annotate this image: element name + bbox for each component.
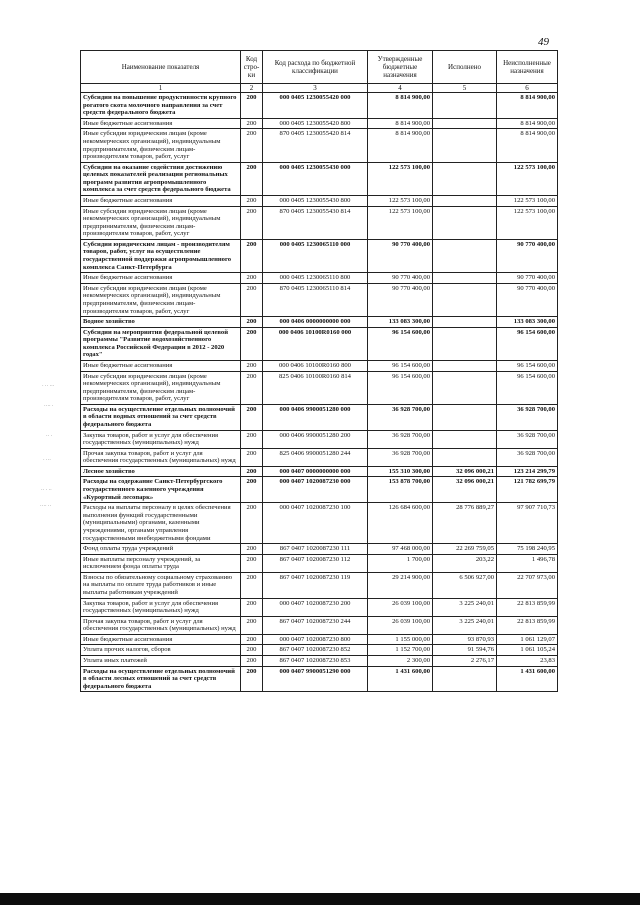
cell-unexecuted: 1 061 105,24 <box>497 645 558 656</box>
cell-unexecuted: 90 770 400,00 <box>497 283 558 316</box>
table-row <box>81 666 558 692</box>
cell-unexecuted: 121 782 699,79 <box>497 477 558 503</box>
cell-approved: 96 154 600,00 <box>368 360 433 371</box>
cell-executed <box>433 317 497 328</box>
cell-executed: 32 096 000,21 <box>433 477 497 503</box>
cell-executed <box>433 327 497 360</box>
cell-executed: 22 269 759,05 <box>433 544 497 555</box>
cell-approved: 122 573 100,00 <box>368 206 433 239</box>
cell-approved: 8 814 900,00 <box>368 93 433 119</box>
table-row <box>81 554 558 572</box>
header-line-code: Код стро-ки <box>241 51 263 84</box>
cell-budget-code: 825 0406 10100R0160 814 <box>263 371 368 404</box>
cell-executed <box>433 448 497 466</box>
cell-unexecuted: 122 573 100,00 <box>497 162 558 195</box>
cell-indicator-name: Субсидии на мероприятия федеральной целевой программы "Развитие водохозяйственного комплекса Российской Федерации в 2012 - 2020 годах" <box>81 327 241 360</box>
cell-budget-code: 000 0407 0000000000 000 <box>263 466 368 477</box>
scan-margin-mark: ···· · <box>44 404 54 409</box>
header-unexecuted: Неисполненные назначения <box>497 51 558 84</box>
cell-executed: 91 594,76 <box>433 645 497 656</box>
cell-unexecuted: 8 814 900,00 <box>497 129 558 162</box>
cell-line-code: 200 <box>241 645 263 656</box>
cell-indicator-name: Иные бюджетные ассигнования <box>81 360 241 371</box>
cell-unexecuted: 96 154 600,00 <box>497 371 558 404</box>
cell-indicator-name: Водное хозяйство <box>81 317 241 328</box>
cell-budget-code: 870 0405 1230055420 814 <box>263 129 368 162</box>
table-row <box>81 317 558 328</box>
table-row <box>81 206 558 239</box>
table-row <box>81 371 558 404</box>
cell-approved: 1 700,00 <box>368 554 433 572</box>
cell-indicator-name: Уплата иных платежей <box>81 656 241 667</box>
cell-approved: 29 214 900,00 <box>368 572 433 598</box>
column-number: 6 <box>497 84 558 93</box>
cell-budget-code: 000 0405 1230065110 800 <box>263 273 368 284</box>
cell-unexecuted: 36 928 700,00 <box>497 448 558 466</box>
cell-budget-code: 867 0407 1020087230 119 <box>263 572 368 598</box>
table-row <box>81 162 558 195</box>
table-header-row <box>81 51 558 84</box>
cell-line-code: 200 <box>241 195 263 206</box>
cell-budget-code: 867 0407 1020087230 111 <box>263 544 368 555</box>
table-row <box>81 327 558 360</box>
cell-budget-code: 000 0407 1020087230 100 <box>263 503 368 544</box>
table-row <box>81 195 558 206</box>
cell-executed <box>433 430 497 448</box>
cell-budget-code: 000 0406 10100R0160 000 <box>263 327 368 360</box>
cell-executed <box>433 195 497 206</box>
cell-budget-code: 000 0406 9900051280 000 <box>263 404 368 430</box>
cell-budget-code: 000 0407 1020087230 800 <box>263 634 368 645</box>
cell-line-code: 200 <box>241 360 263 371</box>
cell-line-code: 200 <box>241 466 263 477</box>
cell-indicator-name: Иные субсидии юридическим лицам (кроме некоммерческих организаций), индивидуальным предпринимателям, физическим лицам-производителям товаров, работ, услуг <box>81 283 241 316</box>
cell-indicator-name: Субсидии юридическим лицам - производителям товаров, работ, услуг на осуществление государственной поддержки агропромышленного комплекса Санкт-Петербурга <box>81 239 241 272</box>
cell-budget-code: 000 0405 1230055420 000 <box>263 93 368 119</box>
cell-indicator-name: Взносы по обязательному социальному страхованию на выплаты по оплате труда работников и иные выплаты работникам учреждений <box>81 572 241 598</box>
cell-unexecuted: 36 928 700,00 <box>497 404 558 430</box>
cell-approved: 122 573 100,00 <box>368 162 433 195</box>
cell-approved: 36 928 700,00 <box>368 404 433 430</box>
scan-bottom-edge <box>0 893 640 905</box>
cell-executed <box>433 273 497 284</box>
table-row <box>81 466 558 477</box>
header-name: Наименование показателя <box>81 51 241 84</box>
cell-executed: 2 276,17 <box>433 656 497 667</box>
cell-approved: 153 878 700,00 <box>368 477 433 503</box>
cell-budget-code: 825 0406 9900051280 244 <box>263 448 368 466</box>
table-row <box>81 118 558 129</box>
cell-executed <box>433 283 497 316</box>
table-row <box>81 544 558 555</box>
table-row <box>81 360 558 371</box>
cell-indicator-name: Лесное хозяйство <box>81 466 241 477</box>
cell-approved: 2 300,00 <box>368 656 433 667</box>
cell-unexecuted: 1 061 129,07 <box>497 634 558 645</box>
cell-indicator-name: Иные бюджетные ассигнования <box>81 195 241 206</box>
cell-executed: 3 225 240,01 <box>433 598 497 616</box>
cell-unexecuted: 97 907 710,73 <box>497 503 558 544</box>
cell-indicator-name: Субсидии на оказание содействия достижению целевых показателей реализации региональных программ развития агропромышленного комплекса за счет средств федерального бюджета <box>81 162 241 195</box>
cell-unexecuted: 96 154 600,00 <box>497 327 558 360</box>
cell-unexecuted: 90 770 400,00 <box>497 273 558 284</box>
table-row <box>81 239 558 272</box>
cell-line-code: 200 <box>241 477 263 503</box>
cell-unexecuted: 133 083 300,00 <box>497 317 558 328</box>
cell-executed <box>433 666 497 692</box>
cell-indicator-name: Иные бюджетные ассигнования <box>81 273 241 284</box>
table-row <box>81 598 558 616</box>
cell-line-code: 200 <box>241 616 263 634</box>
cell-approved: 36 928 700,00 <box>368 430 433 448</box>
cell-line-code: 200 <box>241 544 263 555</box>
cell-executed <box>433 206 497 239</box>
table-row <box>81 129 558 162</box>
cell-budget-code: 870 0405 1230055430 814 <box>263 206 368 239</box>
cell-line-code: 200 <box>241 404 263 430</box>
cell-budget-code: 000 0405 1230065110 000 <box>263 239 368 272</box>
table-row <box>81 616 558 634</box>
cell-budget-code: 000 0405 1230055430 800 <box>263 195 368 206</box>
cell-indicator-name: Расходы на содержание Санкт-Петербургского государственного казенного учреждения «Курортный лесопарк» <box>81 477 241 503</box>
cell-unexecuted: 36 928 700,00 <box>497 430 558 448</box>
cell-approved: 26 039 100,00 <box>368 616 433 634</box>
cell-unexecuted: 23,83 <box>497 656 558 667</box>
cell-approved: 97 468 000,00 <box>368 544 433 555</box>
cell-approved: 1 155 000,00 <box>368 634 433 645</box>
column-number: 3 <box>263 84 368 93</box>
cell-approved: 96 154 600,00 <box>368 371 433 404</box>
cell-executed <box>433 404 497 430</box>
cell-unexecuted: 22 813 859,99 <box>497 598 558 616</box>
cell-approved: 122 573 100,00 <box>368 195 433 206</box>
cell-unexecuted: 1 496,78 <box>497 554 558 572</box>
cell-line-code: 200 <box>241 283 263 316</box>
scan-margin-mark: ·· · ·· <box>41 488 52 493</box>
cell-budget-code: 000 0405 1230055430 000 <box>263 162 368 195</box>
scan-margin-mark: ·· · <box>46 434 53 439</box>
header-executed: Исполнено <box>433 51 497 84</box>
cell-unexecuted: 22 707 973,00 <box>497 572 558 598</box>
column-number: 1 <box>81 84 241 93</box>
cell-budget-code: 867 0407 1020087230 852 <box>263 645 368 656</box>
cell-approved: 155 310 300,00 <box>368 466 433 477</box>
table-row <box>81 503 558 544</box>
cell-indicator-name: Расходы на осуществление отдельных полномочий в области водных отношений за счет средств федерального бюджета <box>81 404 241 430</box>
cell-budget-code: 000 0407 1020087230 200 <box>263 598 368 616</box>
column-number: 5 <box>433 84 497 93</box>
cell-line-code: 200 <box>241 162 263 195</box>
cell-executed: 32 096 000,21 <box>433 466 497 477</box>
cell-indicator-name: Субсидии на повышение продуктивности крупного рогатого скота молочного направления за счет средств федерального бюджета <box>81 93 241 119</box>
scan-margin-mark: · ·· ··· <box>42 384 55 389</box>
cell-indicator-name: Иные субсидии юридическим лицам (кроме некоммерческих организаций), индивидуальным предпринимателям, физическим лицам-производителям товаров, работ, услуг <box>81 371 241 404</box>
cell-line-code: 200 <box>241 129 263 162</box>
cell-line-code: 200 <box>241 656 263 667</box>
cell-indicator-name: Расходы на выплаты персоналу в целях обеспечения выполнения функций государственными (муниципальными) органами, казенными учреждениями, органами управления государственными внебюджетными фондами <box>81 503 241 544</box>
cell-approved: 90 770 400,00 <box>368 273 433 284</box>
cell-indicator-name: Иные выплаты персоналу учреждений, за исключением фонда оплаты труда <box>81 554 241 572</box>
cell-approved: 8 814 900,00 <box>368 118 433 129</box>
column-number: 4 <box>368 84 433 93</box>
cell-approved: 8 814 900,00 <box>368 129 433 162</box>
cell-executed <box>433 162 497 195</box>
cell-budget-code: 000 0406 0000000000 000 <box>263 317 368 328</box>
cell-unexecuted: 122 573 100,00 <box>497 195 558 206</box>
column-number-row <box>81 84 558 93</box>
cell-line-code: 200 <box>241 93 263 119</box>
cell-line-code: 200 <box>241 118 263 129</box>
cell-unexecuted: 96 154 600,00 <box>497 360 558 371</box>
cell-executed: 203,22 <box>433 554 497 572</box>
cell-line-code: 200 <box>241 666 263 692</box>
table-row <box>81 634 558 645</box>
cell-budget-code: 870 0405 1230065110 814 <box>263 283 368 316</box>
cell-executed <box>433 118 497 129</box>
cell-approved: 133 083 300,00 <box>368 317 433 328</box>
cell-approved: 1 431 600,00 <box>368 666 433 692</box>
table-row <box>81 93 558 119</box>
column-number: 2 <box>241 84 263 93</box>
cell-line-code: 200 <box>241 239 263 272</box>
cell-line-code: 200 <box>241 554 263 572</box>
cell-budget-code: 000 0406 9900051280 200 <box>263 430 368 448</box>
cell-line-code: 200 <box>241 206 263 239</box>
cell-approved: 126 684 600,00 <box>368 503 433 544</box>
cell-budget-code: 867 0407 1020087230 244 <box>263 616 368 634</box>
cell-line-code: 200 <box>241 598 263 616</box>
cell-budget-code: 000 0406 10100R0160 800 <box>263 360 368 371</box>
cell-indicator-name: Закупка товаров, работ и услуг для обеспечения государственных (муниципальных) нужд <box>81 598 241 616</box>
table-row <box>81 273 558 284</box>
cell-unexecuted: 8 814 900,00 <box>497 118 558 129</box>
cell-indicator-name: Расходы на осуществление отдельных полномочий в области лесных отношений за счет средств федерального бюджета <box>81 666 241 692</box>
scan-margin-mark: ···· ·· <box>40 504 52 509</box>
cell-line-code: 200 <box>241 273 263 284</box>
cell-approved: 96 154 600,00 <box>368 327 433 360</box>
cell-line-code: 200 <box>241 430 263 448</box>
cell-indicator-name: Иные субсидии юридическим лицам (кроме некоммерческих организаций), индивидуальным предпринимателям, физическим лицам-производителям товаров, работ, услуг <box>81 129 241 162</box>
table-row <box>81 283 558 316</box>
table-row <box>81 448 558 466</box>
budget-table-container <box>80 50 557 692</box>
cell-unexecuted: 22 813 859,99 <box>497 616 558 634</box>
cell-line-code: 200 <box>241 317 263 328</box>
cell-approved: 36 928 700,00 <box>368 448 433 466</box>
scan-margin-mark: · ··· <box>43 458 51 463</box>
cell-unexecuted: 75 198 240,95 <box>497 544 558 555</box>
cell-executed <box>433 93 497 119</box>
cell-executed: 28 776 889,27 <box>433 503 497 544</box>
cell-unexecuted: 123 214 299,79 <box>497 466 558 477</box>
cell-indicator-name: Прочая закупка товаров, работ и услуг для обеспечения государственных (муниципальных) нужд <box>81 448 241 466</box>
cell-budget-code: 867 0407 1020087230 853 <box>263 656 368 667</box>
table-body <box>81 93 558 692</box>
cell-approved: 90 770 400,00 <box>368 283 433 316</box>
table-row <box>81 645 558 656</box>
table-row <box>81 572 558 598</box>
cell-executed <box>433 129 497 162</box>
cell-line-code: 200 <box>241 572 263 598</box>
cell-unexecuted: 122 573 100,00 <box>497 206 558 239</box>
cell-executed: 3 225 240,01 <box>433 616 497 634</box>
cell-executed <box>433 239 497 272</box>
budget-execution-table <box>80 50 558 692</box>
cell-budget-code: 000 0405 1230055420 800 <box>263 118 368 129</box>
header-approved: Утвержденные бюджетные назначения <box>368 51 433 84</box>
cell-approved: 26 039 100,00 <box>368 598 433 616</box>
cell-unexecuted: 1 431 600,00 <box>497 666 558 692</box>
cell-unexecuted: 90 770 400,00 <box>497 239 558 272</box>
table-row <box>81 404 558 430</box>
cell-line-code: 200 <box>241 634 263 645</box>
page-number: 49 <box>538 36 549 48</box>
table-row <box>81 477 558 503</box>
cell-executed: 93 870,93 <box>433 634 497 645</box>
table-row <box>81 656 558 667</box>
cell-unexecuted: 8 814 900,00 <box>497 93 558 119</box>
cell-indicator-name: Уплата прочих налогов, сборов <box>81 645 241 656</box>
cell-indicator-name: Фонд оплаты труда учреждений <box>81 544 241 555</box>
cell-indicator-name: Прочая закупка товаров, работ и услуг для обеспечения государственных (муниципальных) нужд <box>81 616 241 634</box>
cell-budget-code: 000 0407 9900051290 000 <box>263 666 368 692</box>
cell-indicator-name: Иные субсидии юридическим лицам (кроме некоммерческих организаций), индивидуальным предпринимателям, физическим лицам-производителям товаров, работ, услуг <box>81 206 241 239</box>
cell-executed <box>433 371 497 404</box>
table-row <box>81 430 558 448</box>
cell-line-code: 200 <box>241 327 263 360</box>
cell-approved: 1 152 700,00 <box>368 645 433 656</box>
cell-line-code: 200 <box>241 448 263 466</box>
cell-budget-code: 000 0407 1020087230 000 <box>263 477 368 503</box>
cell-executed: 6 506 927,00 <box>433 572 497 598</box>
cell-indicator-name: Иные бюджетные ассигнования <box>81 634 241 645</box>
cell-indicator-name: Закупка товаров, работ и услуг для обеспечения государственных (муниципальных) нужд <box>81 430 241 448</box>
cell-indicator-name: Иные бюджетные ассигнования <box>81 118 241 129</box>
header-budget-code: Код расхода по бюджетной классификации <box>263 51 368 84</box>
cell-line-code: 200 <box>241 503 263 544</box>
cell-approved: 90 770 400,00 <box>368 239 433 272</box>
cell-budget-code: 867 0407 1020087230 112 <box>263 554 368 572</box>
cell-executed <box>433 360 497 371</box>
cell-line-code: 200 <box>241 371 263 404</box>
